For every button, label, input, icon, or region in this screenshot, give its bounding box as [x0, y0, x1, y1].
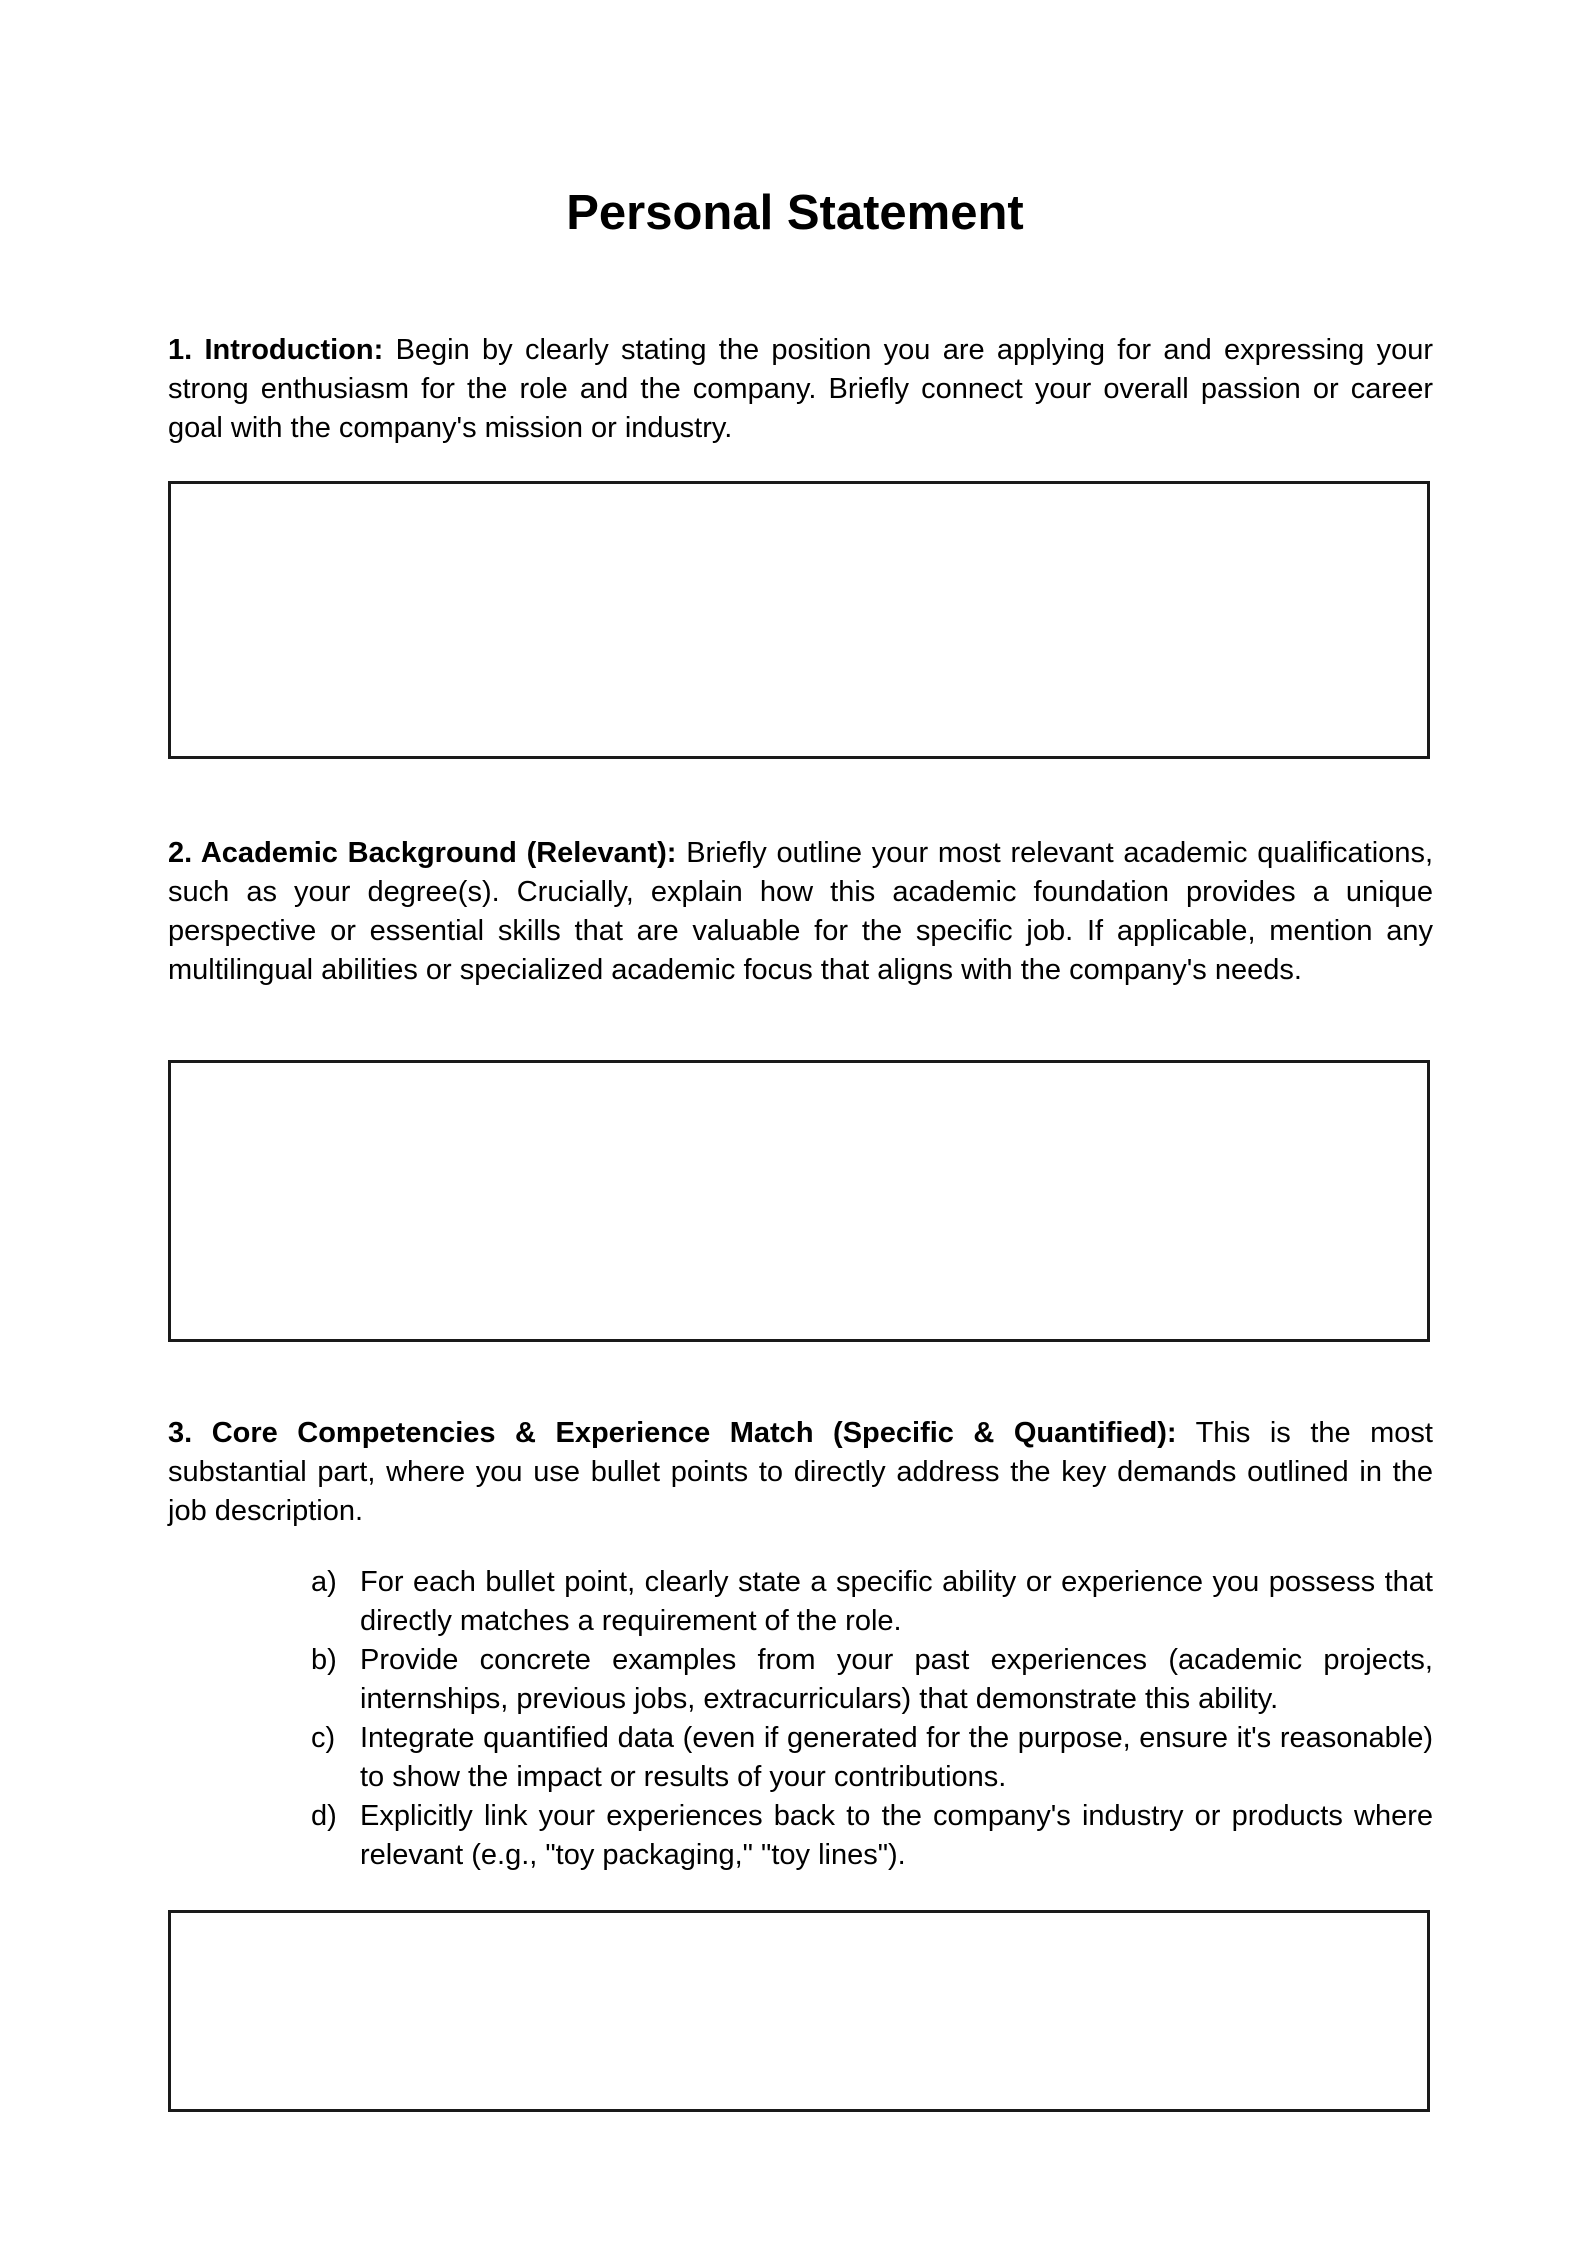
list-marker: d): [311, 1800, 337, 1832]
list-marker: c): [311, 1722, 336, 1754]
list-item-text: For each bullet point, clearly state a specific ability or experience you possess that directly matches a requirement of the role.: [360, 1566, 1433, 1637]
introduction-answer-box[interactable]: [168, 481, 1430, 759]
competency-guidelines-list: [311, 1563, 1433, 1875]
list-item: [311, 1563, 1433, 1641]
page-title: Personal Statement: [566, 186, 1024, 240]
section-body: Begin by clearly stating the position you are applying for and expressing your strong enthusiasm for the role and the company. Briefly connect your overall passion or career goal with the company's mission or industry.: [168, 334, 1434, 444]
section-heading: 1. Introduction:: [168, 334, 384, 366]
list-item-text: Explicitly link your experiences back to the company's industry or products where relevant (e.g., "toy packaging," "toy lines").: [360, 1800, 1433, 1871]
core-competencies-answer-box[interactable]: [168, 1910, 1430, 2112]
section-introduction: [168, 331, 1433, 448]
list-marker: a): [311, 1566, 337, 1598]
section-heading: 2. Academic Background (Relevant):: [168, 837, 677, 869]
list-item: [311, 1797, 1433, 1875]
section-body: This is the most substantial part, where you use bullet points to directly address the key demands outlined in the job description.: [168, 1417, 1433, 1527]
section-heading: 3. Core Competencies & Experience Match (Specific & Quantified):: [168, 1417, 1177, 1449]
list-marker: b): [311, 1644, 337, 1676]
academic-background-answer-box[interactable]: [168, 1060, 1430, 1342]
list-item-text: Provide concrete examples from your past experiences (academic projects, internships, previous jobs, extracurriculars) that demonstrate this ability.: [360, 1644, 1433, 1715]
list-item: [311, 1641, 1433, 1719]
section-body: Briefly outline your most relevant academic qualifications, such as your degree(s). Crucially, explain how this academic foundation provides a unique perspective or essential skills that are valuable for the specific job. If applicable, mention any multilingual abilities or specialized academic focus that aligns with the company's needs.: [168, 837, 1433, 986]
section-academic-background: [168, 834, 1433, 990]
section-core-competencies: [168, 1414, 1433, 1531]
list-item-text: Integrate quantified data (even if generated for the purpose, ensure it's reasonable) to show the impact or results of your contributions.: [360, 1722, 1433, 1793]
list-item: [311, 1719, 1433, 1797]
